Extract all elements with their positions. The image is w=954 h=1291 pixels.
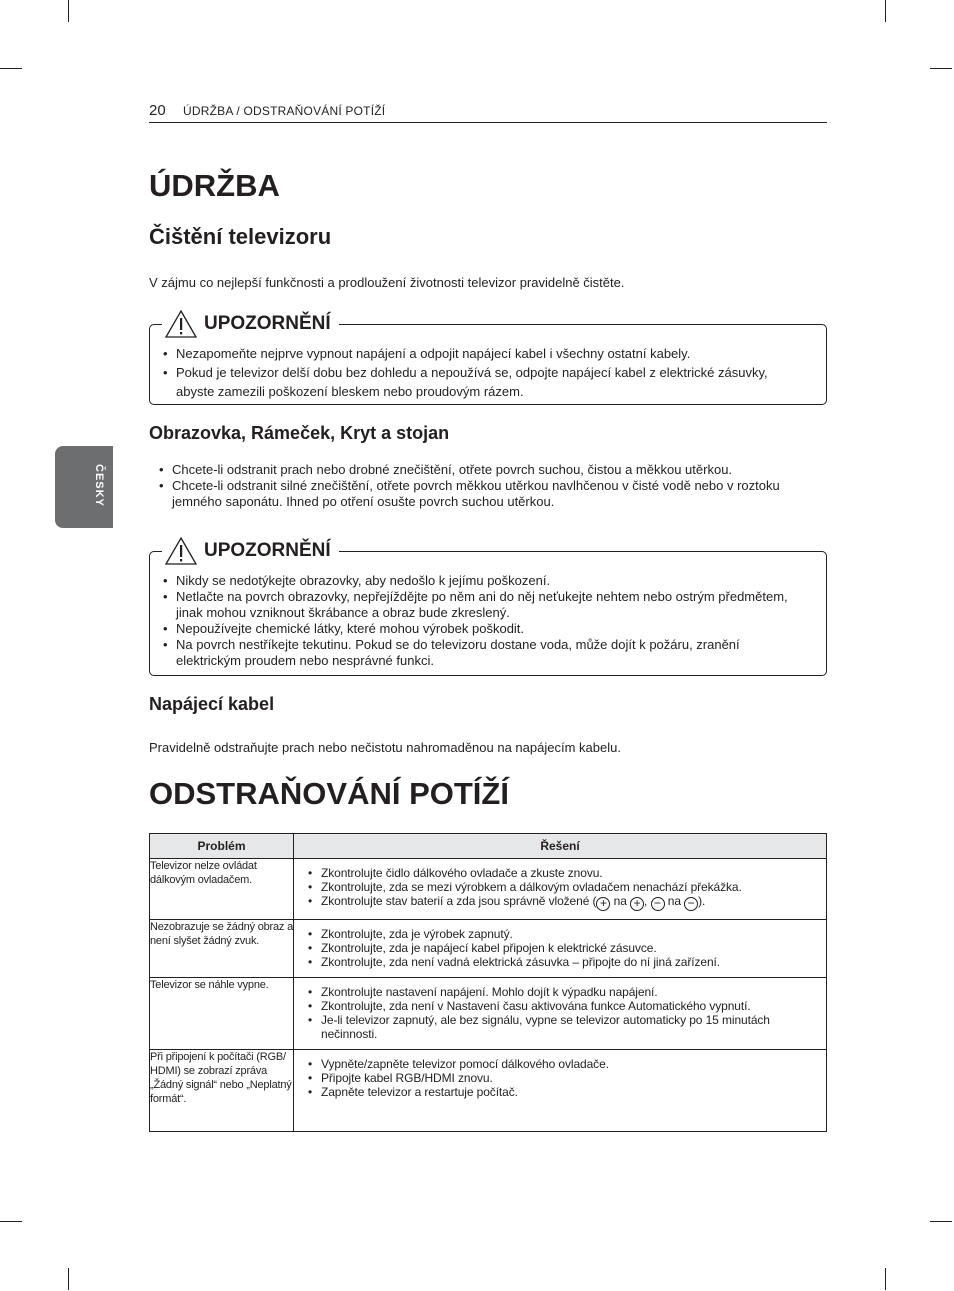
column-header-solution: Řešení [294, 834, 827, 859]
problem-cell: Televizor se náhle vypne. [150, 978, 294, 1050]
screen-care-list [159, 462, 799, 510]
problem-cell: Při připojení k počítači (RGB/ HDMI) se zobrazí zpráva „Žádný signál“ nebo „Neplatný formát“. [150, 1050, 294, 1132]
plus-icon: + [630, 897, 644, 911]
list-item: • Připojte kabel RGB/HDMI znovu. [308, 1071, 816, 1085]
maintenance-title: ÚDRŽBA [149, 168, 280, 203]
list-item: • Zkontrolujte, zda není vadná elektrická zásuvka – připojte do ní jiná zařízení. [308, 955, 816, 969]
battery-check-text: ). [698, 894, 706, 908]
table-row [150, 859, 827, 920]
caution-list [163, 573, 808, 669]
cleaning-intro: V zájmu co nejlepší funkčnosti a prodloužení životnosti televizor pravidelně čistěte. [149, 275, 625, 290]
list-item: • Zkontrolujte, zda je napájecí kabel připojen k elektrické zásuvce. [308, 941, 816, 955]
list-item: • Zapněte televizor a restartuje počítač. [308, 1085, 816, 1099]
plus-icon: + [596, 897, 610, 911]
cleaning-heading: Čištění televizoru [149, 224, 332, 249]
battery-check-text: , [644, 894, 651, 908]
solution-cell [294, 859, 827, 920]
list-item: • Chcete-li odstranit silné znečištění, otřete povrch měkkou utěrkou navlhčenou v čisté vodě nebo v roztoku jemného saponátu. Ihned po otření osušte povrch suchou utěrkou. [159, 478, 799, 510]
table-header-row [150, 834, 827, 859]
list-item: • Nikdy se nedotýkejte obrazovky, aby nedošlo k jejímu poškození. [163, 573, 808, 589]
crop-mark [68, 0, 69, 22]
list-item: • Zkontrolujte, zda je výrobek zapnutý. [308, 927, 816, 941]
solution-cell [294, 920, 827, 978]
solution-cell [294, 978, 827, 1050]
solution-cell [294, 1050, 827, 1132]
caution-box [149, 540, 827, 676]
list-item: • Je-li televizor zapnutý, ale bez signálu, vypne se televizor automaticky po 15 minutách nečinnosti. [308, 1013, 816, 1041]
list-item: • Nepoužívejte chemické látky, které mohou výrobek poškodit. [163, 621, 808, 637]
list-item: • Na povrch nestříkejte tekutinu. Pokud se do televizoru dostane voda, může dojít k požáru, zranění elektrickým proudem nebo nesprávné funkci. [163, 637, 808, 669]
page-number: 20 [149, 102, 166, 119]
list-item: • Vypněte/zapněte televizor pomocí dálkového ovladače. [308, 1057, 816, 1071]
warning-triangle-icon [164, 309, 198, 339]
crop-mark [68, 1268, 69, 1290]
language-tab-label: ČESKY [93, 464, 105, 507]
crop-mark [930, 68, 952, 69]
battery-check-text: na [610, 894, 631, 908]
battery-check-text: Zkontrolujte stav baterií a zda jsou správně vložené ( [321, 894, 597, 908]
crop-mark [885, 1268, 886, 1290]
caution-label: UPOZORNĚNÍ [204, 540, 331, 561]
list-item: • Chcete-li odstranit prach nebo drobné znečištění, otřete povrch suchou, čistou a měkkou utěrkou. [159, 462, 799, 478]
power-cable-heading: Napájecí kabel [149, 694, 275, 714]
table-row [150, 978, 827, 1050]
table-row [150, 920, 827, 978]
minus-icon: − [651, 897, 665, 911]
crop-mark [885, 0, 886, 22]
list-item: • Zkontrolujte čidlo dálkového ovladače a zkuste znovu. [308, 866, 816, 880]
problem-cell: Nezobrazuje se žádný obraz a není slyšet žádný zvuk. [150, 920, 294, 978]
column-header-problem: Problém [150, 834, 294, 859]
caution-box [149, 313, 827, 405]
crop-mark [0, 68, 22, 69]
list-item [308, 894, 816, 911]
table-row [150, 1050, 827, 1132]
battery-check-text: na [664, 894, 685, 908]
troubleshooting-title: ODSTRAŇOVÁNÍ POTÍŽÍ [149, 776, 509, 811]
caution-header [162, 532, 339, 570]
problem-cell: Televizor nelze ovládat dálkovým ovladačem. [150, 859, 294, 920]
list-item: • Zkontrolujte nastavení napájení. Mohlo dojít k výpadku napájení. [308, 985, 816, 999]
list-item: • Nezapomeňte nejprve vypnout napájení a odpojit napájecí kabel i všechny ostatní kabely. [163, 346, 803, 362]
screen-heading: Obrazovka, Rámeček, Kryt a stojan [149, 423, 450, 443]
caution-list [163, 346, 803, 401]
running-title: ÚDRŽBA / ODSTRAŇOVÁNÍ POTÍŽÍ [183, 104, 386, 118]
list-item: • Zkontrolujte, zda není v Nastavení času aktivována funkce Automatického vypnutí. [308, 999, 816, 1013]
crop-mark [930, 1221, 952, 1222]
caution-label: UPOZORNĚNÍ [204, 313, 331, 334]
list-item: • Zkontrolujte, zda se mezi výrobkem a dálkovým ovladačem nenachází překážka. [308, 880, 816, 894]
troubleshooting-table [149, 833, 827, 1132]
crop-mark [0, 1221, 22, 1222]
language-tab [55, 446, 113, 528]
page-header [149, 100, 827, 123]
warning-triangle-icon [164, 536, 198, 566]
power-cable-text: Pravidelně odstraňujte prach nebo nečistotu nahromaděnou na napájecím kabelu. [149, 740, 621, 755]
caution-header [162, 305, 339, 343]
list-item: • Pokud je televizor delší dobu bez dohledu a nepoužívá se, odpojte napájecí kabel z elektrické zásuvky, abyste zamezili poškození bleskem nebo proudovým rázem. [163, 363, 803, 401]
minus-icon: − [684, 897, 698, 911]
list-item: • Netlačte na povrch obrazovky, nepřejíždějte po něm ani do něj neťukejte nehtem nebo ostrým předmětem, jinak mohou vzniknout škrábance a obraz bude zkreslený. [163, 589, 808, 621]
